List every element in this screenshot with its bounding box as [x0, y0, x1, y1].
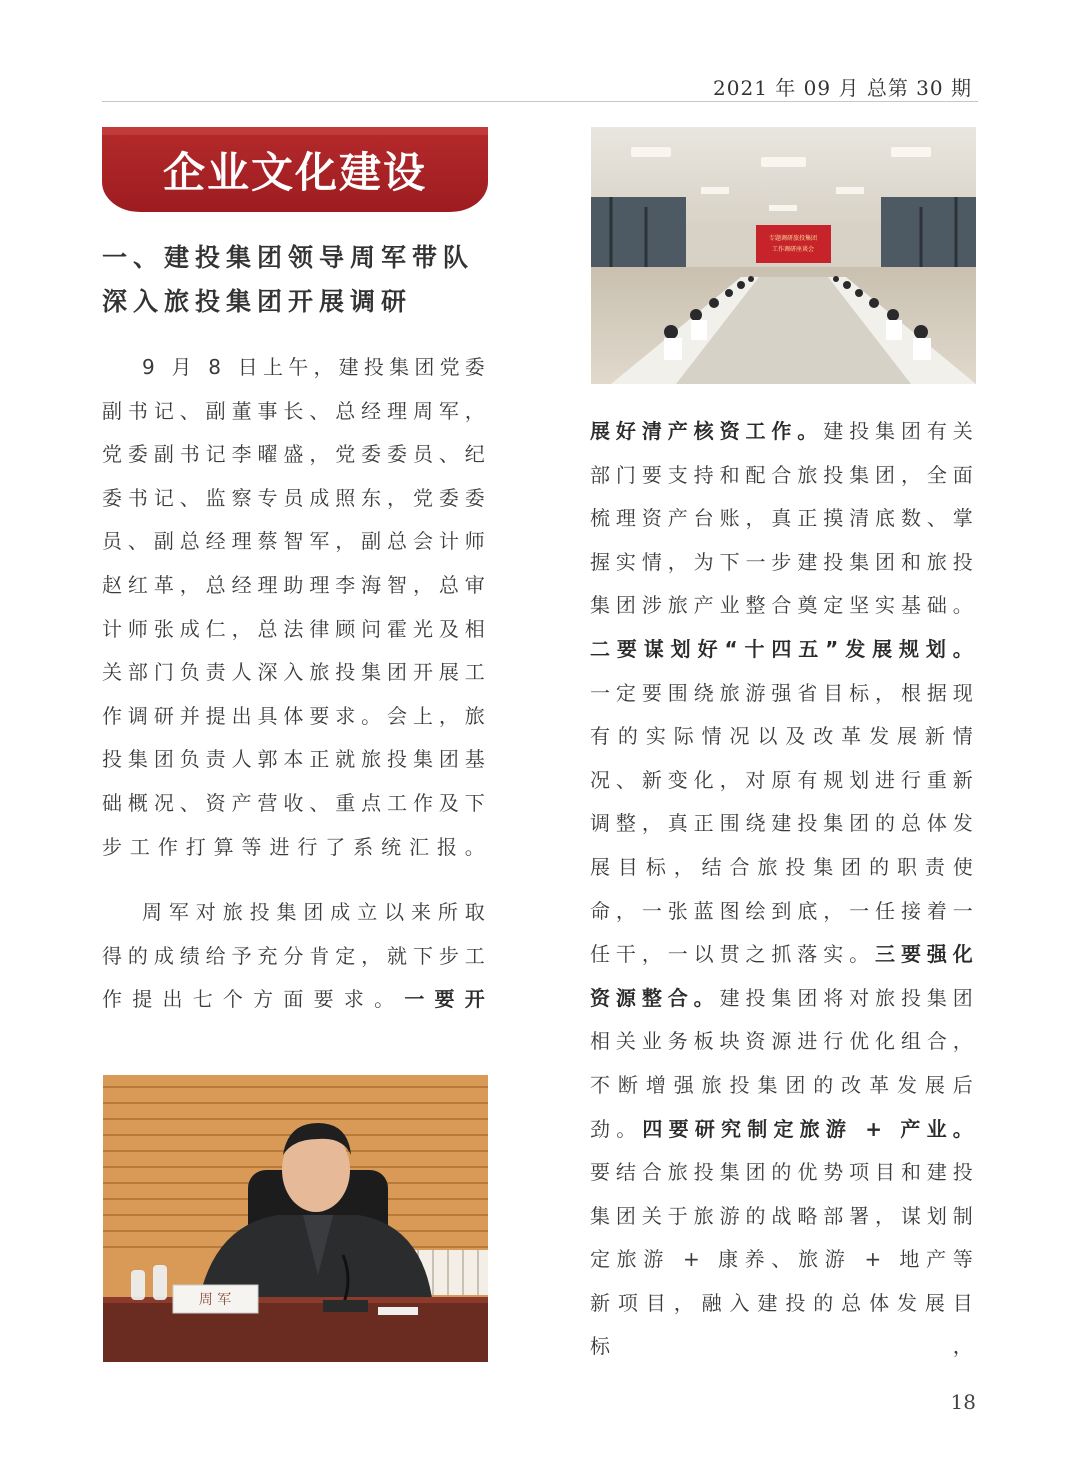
left-column: [102, 346, 490, 1022]
point-3-text: 建投集团将对旅投集团相关业务板块资源进行优化组合，不断增强旅投集团的改革发展后劲。: [590, 985, 979, 1141]
conference-room-illustration: [591, 127, 976, 384]
screen-line1: 专题调研旅投集团: [768, 235, 818, 242]
point-4-text: 要结合旅投集团的优势项目和建投集团关于旅游的战略部署，谋划制定旅游 + 康养、旅游 + 地产等新项目，融入建投的总体发展目标，: [590, 1160, 978, 1359]
nameplate-text: 周 军: [198, 1292, 232, 1308]
point-1-bold: 展好清产核资工作。: [590, 419, 824, 443]
speaker-photo: [103, 1075, 488, 1362]
banner-title: 企业文化建设: [162, 147, 427, 197]
right-paragraph: [590, 410, 978, 1369]
red-screen: [756, 225, 831, 263]
section-banner: [102, 127, 488, 212]
paragraph-2-bold: 一要开: [404, 987, 490, 1012]
article-title-line1: 一、建投集团领导周军带队: [102, 243, 475, 272]
point-2-text: 一定要围绕旅游强省目标，根据现有的实际情况以及改革发展新情况、新变化，对原有规划进行重新调整，真正围绕建投集团的总体发展目标，结合旅投集团的职责使命，一张蓝图绘到底，一任接着一任干，一以贯之抓落实。: [590, 680, 978, 967]
header-divider: [102, 101, 978, 102]
page-number: 18: [950, 1390, 976, 1414]
point-4-bold: 四要研究制定旅游 + 产业。: [642, 1116, 978, 1141]
point-3-bold: 三要强化资源整合。: [590, 942, 978, 1010]
conference-room-photo: [591, 127, 976, 384]
screen-line2: 工作调研座谈会: [771, 246, 815, 253]
issue-header: 2021 年 09 月 总第 30 期: [713, 76, 972, 100]
speaker-illustration: [103, 1075, 488, 1362]
paragraph-1: 9 月 8 日上午，建投集团党委副书记、副董事长、总经理周军，党委副书记李曜盛，党委委员、纪委书记、监察专员成照东，党委委员、副总经理蔡智军，副总会计师赵红革，总经理助理李海智，总审计师张成仁，总法律顾问霍光及相关部门负责人深入旅投集团开展工作调研并提出具体要求。会上，旅投集团负责人郭本正就旅投集团基础概况、资产营收、重点工作及下步工作打算等进行了系统汇报。: [102, 355, 490, 859]
paragraph-2-text: 周军对旅投集团成立以来所取得的成绩给予充分肯定，就下步工作提出七个方面要求。: [102, 900, 490, 1012]
point-1-text: 建投集团有关部门要支持和配合旅投集团，全面梳理资产台账，真正摸清底数、掌握实情，为下一步建投集团和旅投集团涉旅产业整合奠定坚实基础。: [590, 419, 978, 618]
paragraph-2: [102, 891, 490, 1022]
point-2-bold: 二要谋划好“十四五”发展规划。: [590, 636, 978, 661]
article-title-line2: 深入旅投集团开展调研: [102, 287, 413, 316]
right-column: [590, 410, 978, 1369]
article-title: [102, 236, 492, 324]
